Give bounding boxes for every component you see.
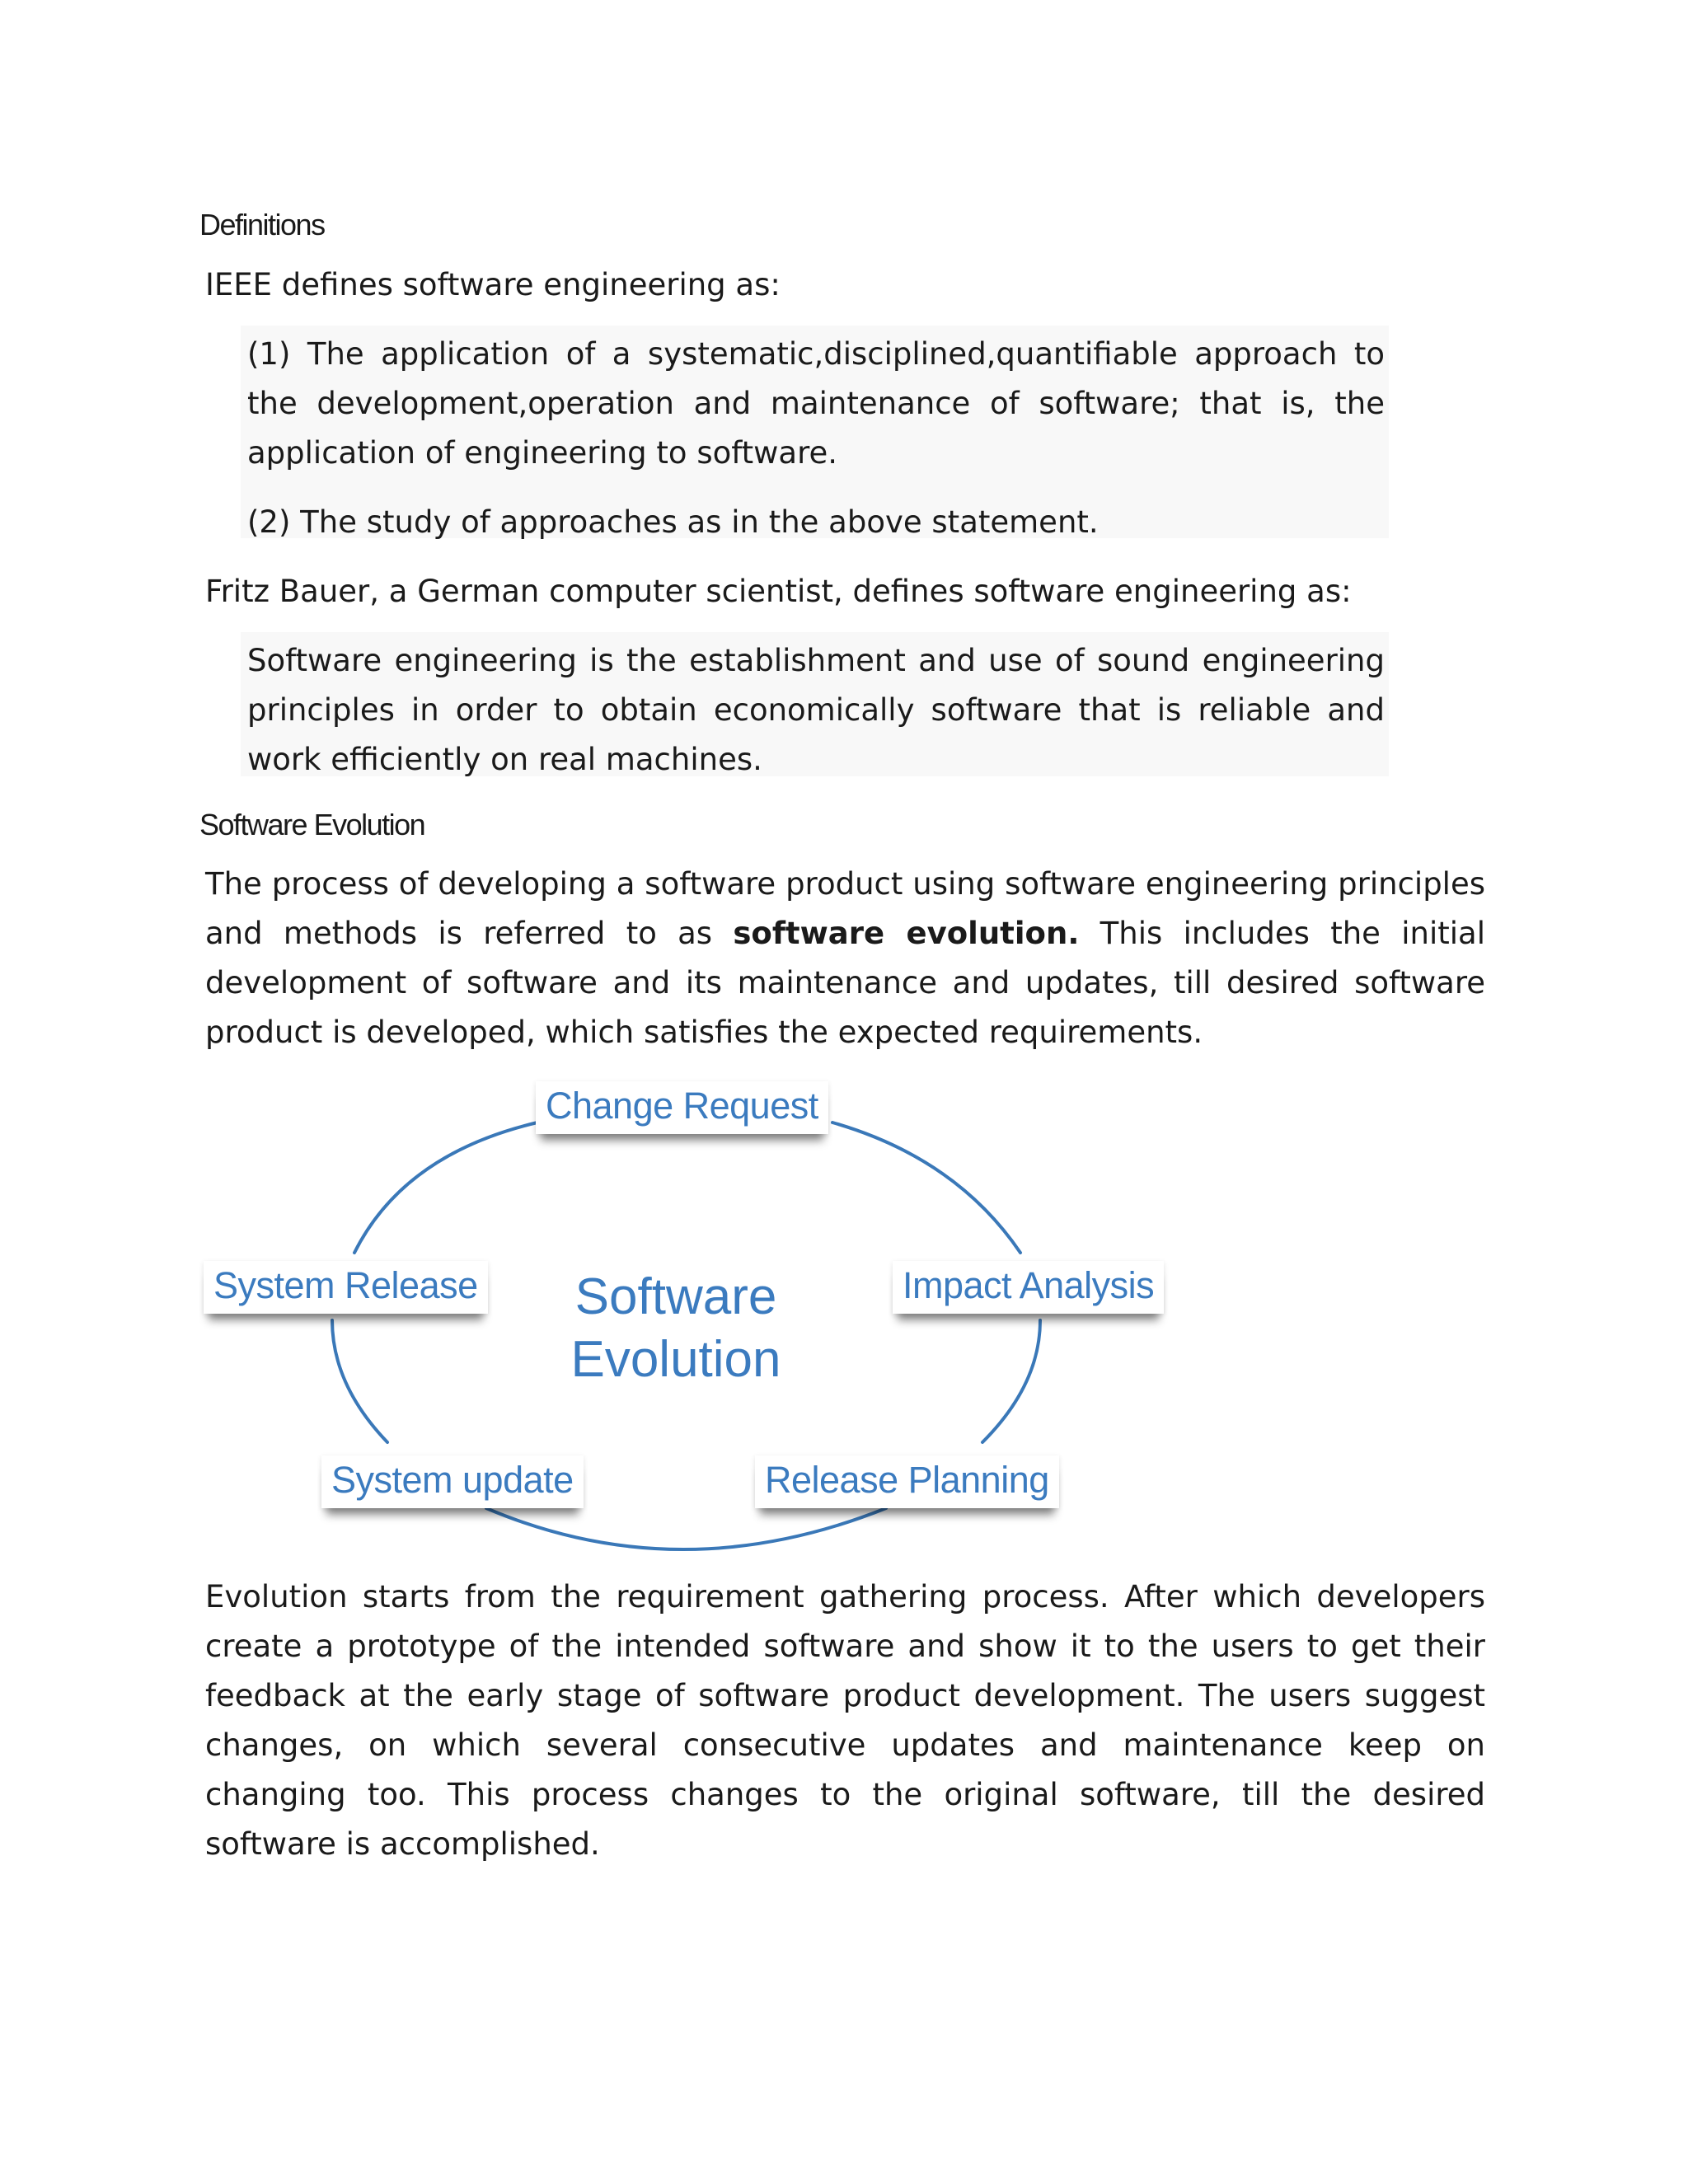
- system-update-node: System update: [321, 1455, 584, 1508]
- bauer-definition: Software engineering is the establishment and use of sound engineering principles in order to obtain economically software that is reliable and work efficiently on real machines.: [247, 643, 1385, 777]
- release-planning-node: Release Planning: [755, 1455, 1059, 1508]
- arc-release-to-change: [354, 1122, 537, 1253]
- evolution-paragraph-1-start: The process of developing a software product using software engineering principles and methods is referred to as: [205, 866, 1485, 951]
- impact-analysis-node: Impact Analysis: [893, 1261, 1164, 1314]
- arc-change-to-impact: [832, 1122, 1020, 1253]
- software-evolution-diagram: [198, 1080, 1203, 1566]
- definitions-heading: Definitions: [199, 208, 325, 241]
- change-request-node: Change Request: [536, 1081, 828, 1134]
- ieee-definition-2: (2) The study of approaches as in the above statement.: [247, 504, 1099, 540]
- ieee-intro: IEEE defines software engineering as:: [205, 267, 781, 302]
- software-evolution-heading: Software Evolution: [199, 808, 425, 841]
- center-label-line-1: Software: [574, 1268, 777, 1325]
- ieee-definition-1: (1) The application of a systematic,disciplined,quantifiable approach to the development,operation and maintenance of software; that is, the application of engineering to software.: [247, 336, 1385, 471]
- diagram-center-label: [552, 1266, 799, 1391]
- center-label-line-2: Evolution: [570, 1331, 781, 1388]
- arc-planning-to-update: [486, 1508, 886, 1549]
- software-evolution-term: software evolution.: [733, 916, 1080, 951]
- system-release-node: System Release: [204, 1261, 488, 1314]
- evolution-paragraph-1: [205, 860, 1485, 1057]
- evolution-paragraph-1-end: This includes the initial development of software and its maintenance and updates, till desired software product is developed, which satisfies the expected requirements.: [205, 916, 1485, 1050]
- arc-impact-to-planning: [982, 1320, 1040, 1442]
- bauer-intro: Fritz Bauer, a German computer scientist, defines software engineering as:: [205, 574, 1352, 609]
- arc-update-to-release: [332, 1320, 387, 1442]
- evolution-paragraph-2: Evolution starts from the requirement gathering process. After which developers create a prototype of the intended software and show it to the users to get their feedback at the early stage of software product development. The users suggest changes, on which several consecutive updates and maintenance keep on changing too. This process changes to the original software, till the desired software is accomplished.: [205, 1579, 1485, 1862]
